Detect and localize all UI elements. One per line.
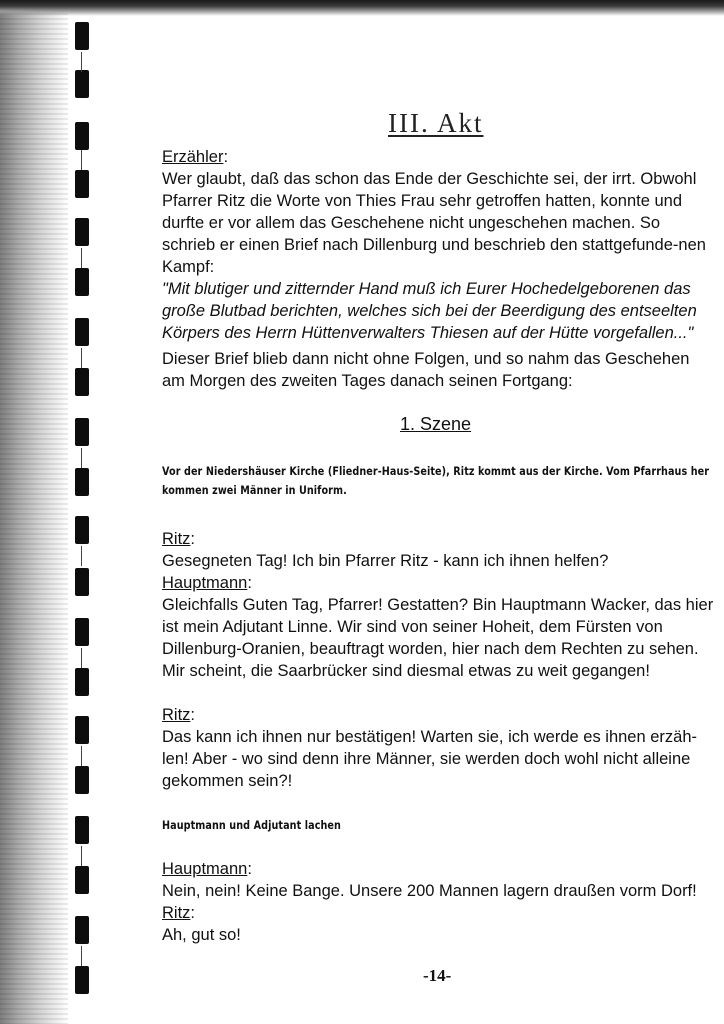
speaker-colon: : <box>247 574 252 592</box>
narrator-block <box>162 146 714 392</box>
scan-top-edge <box>0 0 724 16</box>
hole-line <box>81 248 82 268</box>
punch-hole <box>75 468 89 496</box>
hole-line <box>81 348 82 368</box>
stage-direction: Vor der Niedershäuser Kirche (Fliedner-Haus-Seite), Ritz kommt aus der Kirche. Vom Pfarrhaus her kommen zwei Männer in Uniform. <box>162 465 710 497</box>
hole-line <box>81 52 82 72</box>
punch-hole <box>75 668 89 696</box>
punch-hole <box>75 966 89 994</box>
hole-line <box>81 150 82 170</box>
speaker-label: Hauptmann <box>162 574 248 592</box>
dialogue-block <box>162 528 714 682</box>
dialogue-line: Gesegneten Tag! Ich bin Pfarrer Ritz - kann ich ihnen helfen? <box>162 552 609 570</box>
speaker-colon: : <box>190 706 196 724</box>
dialogue-line: Nein, nein! Keine Bange. Unsere 200 Mannen lagern draußen vorm Dorf! <box>162 882 697 900</box>
scene-title: 1. Szene <box>400 414 472 434</box>
stage-direction-block <box>162 816 714 835</box>
dialogue-block <box>162 704 714 792</box>
stage-direction-block <box>162 462 714 500</box>
page-number: -14- <box>423 966 452 985</box>
punch-hole <box>75 122 89 150</box>
speaker-label: Hauptmann <box>162 860 248 878</box>
punch-hole <box>75 716 89 744</box>
punch-hole <box>75 368 89 396</box>
punch-hole <box>75 568 89 596</box>
dialogue-block <box>162 858 714 946</box>
punch-holes <box>72 22 94 1022</box>
speaker-label: Ritz <box>162 706 191 724</box>
hole-line <box>81 448 82 468</box>
hole-line <box>81 946 82 966</box>
punch-hole <box>75 22 89 50</box>
punch-hole <box>75 218 89 246</box>
punch-hole <box>75 70 89 98</box>
punch-hole <box>75 268 89 296</box>
speaker-label: Ritz <box>162 530 191 548</box>
letter-quote: "Mit blutiger und zitternder Hand muß ich Eurer Hochedelgeborenen das große Blutbad berichten, welches sich bei der Beerdigung des entseelten Körpers des Herrn Hüttenverwalters Thiesen auf der Hütte vorgefallen..." <box>162 280 697 342</box>
dialogue-line: Das kann ich ihnen nur bestätigen! Warten sie, ich werde es ihnen erzäh-len! Aber - wo sind denn ihre Männer, sie werden doch wohl nicht alleine gekommen sein?! <box>162 728 698 790</box>
dialogue-line: Gleichfalls Guten Tag, Pfarrer! Gestatten? Bin Hauptmann Wacker, das hier ist mein Adjutant Linne. Wir sind von seiner Hoheit, dem Fürsten von Dillenburg-Oranien, beauftragt worden, hier nach dem Rechten zu sehen. Mir scheint, die Saarbrücker sind diesmal etwas zu weit gegangen! <box>162 596 714 680</box>
stage-direction: Hauptmann und Adjutant lachen <box>162 819 341 832</box>
binding-edge <box>0 0 68 1024</box>
speaker-colon: : <box>190 530 196 548</box>
speaker-colon: : <box>247 860 252 878</box>
punch-hole <box>75 816 89 844</box>
dialogue-line: Ah, gut so! <box>162 926 241 944</box>
speaker-label: Ritz <box>162 904 191 922</box>
punch-hole <box>75 618 89 646</box>
act-title: III. Akt <box>388 108 484 138</box>
punch-hole <box>75 516 89 544</box>
narrator-text: Wer glaubt, daß das schon das Ende der Geschichte sei, der irrt. Obwohl Pfarrer Ritz die Worte von Thies Frau sehr getroffen hatten, konnte und durfte er vor allem das Geschehene nicht ungeschehen machen. So schrieb er einen Brief nach Dillenburg und beschrieb den stattgefunde-nen Kampf: <box>162 170 706 276</box>
punch-hole <box>75 866 89 894</box>
speaker-colon: : <box>190 904 196 922</box>
hole-line <box>81 746 82 766</box>
hole-line <box>81 648 82 668</box>
punch-hole <box>75 318 89 346</box>
speaker-label: Erzähler <box>162 148 224 166</box>
hole-line <box>81 546 82 566</box>
narrator-after-text: Dieser Brief blieb dann nicht ohne Folgen, und so nahm das Geschehen am Morgen des zweiten Tages danach seinen Fortgang: <box>162 350 690 390</box>
punch-hole <box>75 766 89 794</box>
punch-hole <box>75 916 89 944</box>
punch-hole <box>75 418 89 446</box>
punch-hole <box>75 170 89 198</box>
hole-line <box>81 846 82 866</box>
speaker-colon: : <box>223 148 229 166</box>
